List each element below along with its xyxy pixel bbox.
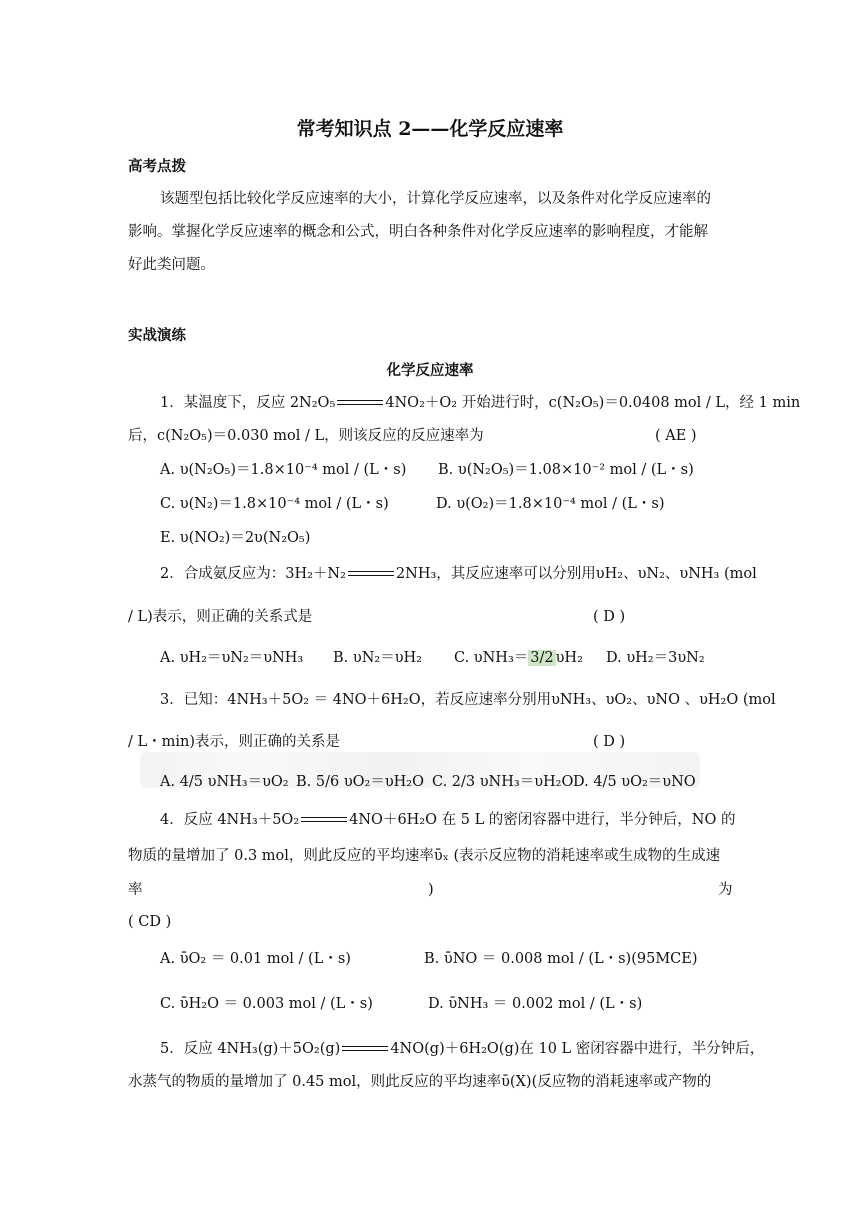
q2-line-1b: 2NH₃，其反应速率可以分别用υH₂、υN₂、υNH₃ (mol: [395, 566, 757, 582]
q3-line-2: / L・min)表示，则正确的关系是: [128, 734, 341, 750]
tips-paragraph-line-1: 该题型包括比较化学反应速率的大小，计算化学反应速率，以及条件对化学反应速率的: [160, 191, 711, 207]
q2-option-c: [454, 648, 583, 668]
page-title: 常考知识点 2——化学反应速率: [296, 118, 564, 140]
q3-option-b: B. 5/6 υO₂＝υH₂O: [296, 774, 424, 790]
q5-line-1b: 4NO(g)＋6H₂O(g)在 10 L 密闭容器中进行，半分钟后，: [390, 1041, 765, 1057]
tips-paragraph-line-3: 好此类问题。: [128, 257, 215, 273]
q1-option-b: B. υ(N₂O₅)＝1.08×10⁻² mol / (L・s): [438, 462, 694, 478]
q2-answer: ( D ): [593, 609, 626, 625]
practice-subheading: 化学反应速率: [386, 362, 474, 379]
q3-line-1: 3．已知：4NH₃＋5O₂ ＝ 4NO＋6H₂O，若反应速率分别用υNH₃、υO₂、υNO 、υH₂O (mol: [160, 692, 776, 708]
q4-line-3c: 为: [718, 882, 733, 898]
q1-option-a: A. υ(N₂O₅)＝1.8×10⁻⁴ mol / (L・s): [160, 462, 407, 478]
q5-line-1a: 5．反应 4NH₃(g)＋5O₂(g): [160, 1041, 341, 1057]
q2-option-c-fraction: 3/2: [530, 650, 554, 666]
q2-option-c-right: υH₂: [555, 650, 583, 666]
section-heading-tips: 高考点拨: [128, 158, 186, 175]
q2-option-d: D. υH₂＝3υN₂: [606, 650, 705, 666]
q3-option-a: A. 4/5 υNH₃＝υO₂: [160, 774, 289, 790]
q1-line-1: [160, 393, 800, 413]
q2-option-a: A. υH₂＝υN₂＝υNH₃: [160, 650, 304, 666]
q4-answer: ( CD ): [128, 914, 172, 930]
q2-option-b: B. υN₂＝υH₂: [333, 650, 422, 666]
section-heading-practice: 实战演练: [128, 327, 186, 344]
q4-line-2: 物质的量增加了 0.3 mol，则此反应的平均速率ῡₓ (表示反应物的消耗速率或生成物的生成速: [128, 848, 721, 864]
q3-answer: ( D ): [593, 734, 626, 750]
q1-option-e: E. υ(NO₂)＝2υ(N₂O₅): [160, 530, 311, 546]
q4-line-1b: 4NO＋6H₂O 在 5 L 的密闭容器中进行，半分钟后，NO 的: [349, 812, 736, 828]
q2-option-c-left: C. υNH₃＝: [454, 650, 529, 666]
equilibrium-arrow-icon: [301, 815, 347, 825]
q1-option-d: D. υ(O₂)＝1.8×10⁻⁴ mol / (L・s): [436, 496, 665, 512]
q1-line-2: 后，c(N₂O₅)＝0.030 mol / L，则该反应的反应速率为: [128, 428, 484, 444]
q5-line-2: 水蒸气的物质的量增加了 0.45 mol，则此反应的平均速率ῡ(X)(反应物的消耗速率或产物的: [128, 1074, 712, 1090]
equilibrium-arrow-icon: [342, 1044, 388, 1054]
q4-line-3a: 率: [128, 882, 143, 898]
q4-line-1: [160, 810, 736, 830]
q3-option-d: D. 4/5 υO₂＝υNO: [573, 774, 696, 790]
q1-line-1b: 4NO₂＋O₂ 开始进行时，c(N₂O₅)＝0.0408 mol / L，经 1 min: [385, 395, 801, 411]
q4-option-a: A. ῡO₂ ＝ 0.01 mol / (L・s): [160, 951, 351, 967]
tips-paragraph-line-2: 影响。掌握化学反应速率的概念和公式，明白各种条件对化学反应速率的影响程度，才能解: [128, 224, 708, 240]
q4-option-d: D. ῡNH₃ ＝ 0.002 mol / (L・s): [428, 996, 643, 1012]
q1-line-1a: 1．某温度下，反应 2N₂O₅: [160, 395, 336, 411]
equilibrium-arrow-icon: [337, 398, 383, 408]
q1-answer: ( AE ): [655, 428, 697, 444]
q2-line-1: [160, 564, 757, 584]
q1-option-c: C. υ(N₂)＝1.8×10⁻⁴ mol / (L・s): [160, 496, 389, 512]
q2-line-1a: 2．合成氨反应为：3H₂＋N₂: [160, 566, 346, 582]
q3-option-c: C. 2/3 υNH₃＝υH₂O: [432, 774, 574, 790]
equilibrium-arrow-icon: [348, 569, 394, 579]
q4-line-3b: ): [428, 882, 434, 898]
q4-option-c: C. ῡH₂O ＝ 0.003 mol / (L・s): [160, 996, 373, 1012]
q4-option-b: B. ῡNO ＝ 0.008 mol / (L・s)(95MCE): [424, 951, 698, 967]
q5-line-1: [160, 1039, 764, 1059]
q2-line-2: / L)表示，则正确的关系式是: [128, 609, 313, 625]
q4-line-1a: 4．反应 4NH₃＋5O₂: [160, 812, 300, 828]
